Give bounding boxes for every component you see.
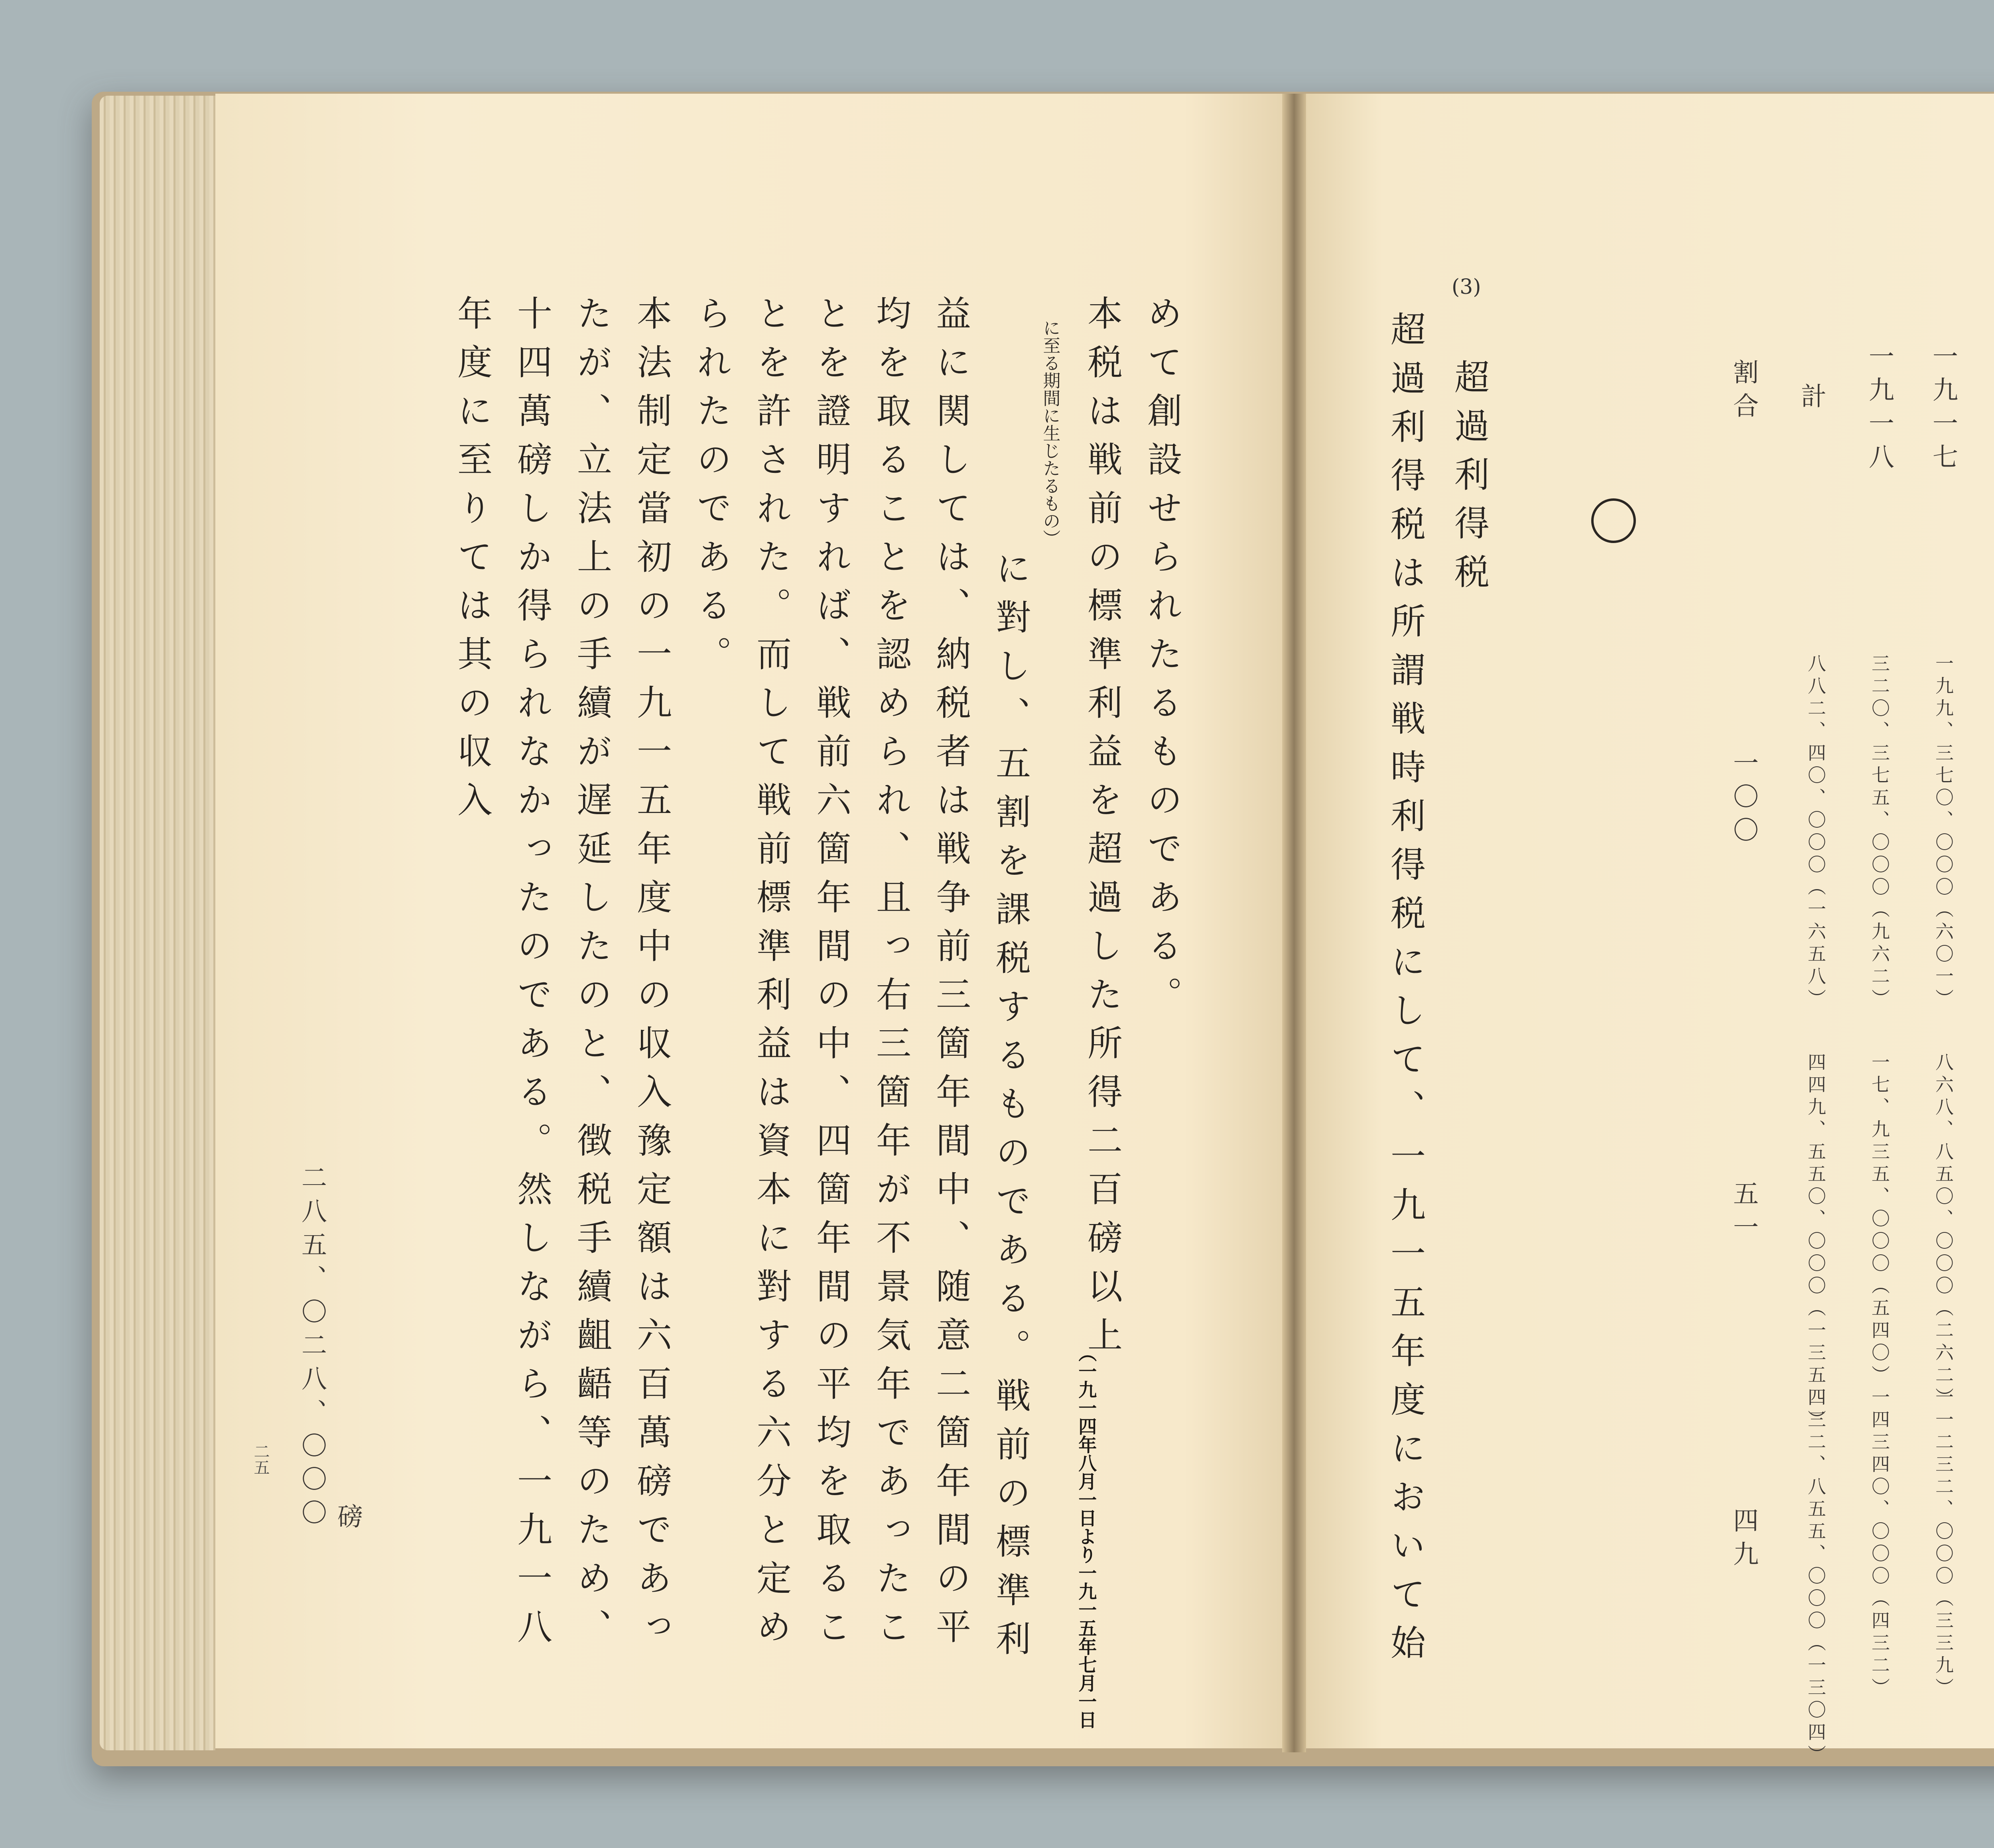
page-number-left: 二五 bbox=[251, 1443, 270, 1475]
text-line-11: 年度に至りては其の収入 bbox=[452, 295, 493, 830]
total-label: 計 bbox=[1797, 383, 1826, 416]
row-plan: 一七、九三五、〇〇〇（五四〇） bbox=[1869, 1053, 1890, 1387]
text-line-7: られたのである。 bbox=[691, 295, 732, 684]
annotation-small: に至る期間に生じたるもの） bbox=[1040, 319, 1060, 547]
text-line-1: めて創設せられたるものである。 bbox=[1142, 295, 1183, 1025]
text-line-3: 益に関しては、納税者は戦争前三箇年間中、随意二箇年間の平 bbox=[930, 295, 971, 1657]
section-number: (3) bbox=[1452, 275, 1481, 299]
ratio-label: 割合 bbox=[1729, 359, 1758, 426]
text-line-5: とを證明すれば、戦前六箇年間の中、四箇年間の平均を取るこ bbox=[811, 295, 852, 1657]
total-increase: 八八二、四〇、〇〇〇（一六五八） bbox=[1805, 654, 1827, 1011]
book-gutter bbox=[1282, 94, 1306, 1752]
row-natural: 一一二三二、〇〇〇（三三九） bbox=[1933, 1387, 1954, 1700]
row-increase: 三二〇、三七五、〇〇〇（九六二） bbox=[1869, 654, 1890, 1011]
text-line-10: 十四萬磅しか得られなかったのである。然しながら、一九一八 bbox=[512, 295, 553, 1657]
section-heading: 超過利得税 bbox=[1449, 359, 1490, 602]
circle-mark bbox=[1591, 498, 1636, 543]
row-natural: 一四三四〇、〇〇〇（四三二） bbox=[1869, 1387, 1890, 1700]
section-text-line: 超過利得税は所謂戦時利得税にして、一九一五年度において始 bbox=[1385, 311, 1426, 1673]
total-natural: 四三二、八五五、〇〇〇（一三〇四） bbox=[1805, 1387, 1827, 1767]
ratio-natural: 四九 bbox=[1729, 1507, 1758, 1574]
row-plan: 八六八、八五〇、〇〇〇（二六二） bbox=[1933, 1053, 1954, 1410]
text-line-4: 均を取ることを認められ、且っ右三箇年が不景気年であったこ bbox=[871, 295, 912, 1657]
row-increase: 一九九、三七〇、〇〇〇（六〇一） bbox=[1933, 654, 1954, 1011]
total-plan: 四四九、五五〇、〇〇〇（一三五四） bbox=[1805, 1053, 1827, 1432]
amount-unit: 磅 bbox=[333, 1503, 363, 1537]
row-year: 一九一七 bbox=[1928, 343, 1958, 477]
left-page-edges bbox=[100, 96, 215, 1750]
text-line-9: たが、立法上の手續が遅延したのと、徴税手續齟齬等のため、 bbox=[571, 295, 613, 1657]
text-line-8: 本法制定當初の一九一五年度中の収入豫定額は六百萬磅であっ bbox=[631, 295, 672, 1657]
annotation-dark: （一九一四年八月一日より一九一五年七月一日 bbox=[1076, 1344, 1097, 1729]
text-line-2-tail: に對し、五割を課税するものである。戦前の標準利 bbox=[990, 550, 1031, 1669]
text-line-6: とを許された。而して戦前標準利益は資本に對する六分と定め bbox=[751, 295, 792, 1657]
ratio-increase: 一〇〇 bbox=[1729, 750, 1758, 850]
row-year: 一九一八 bbox=[1864, 343, 1894, 477]
amount: 二八五、〇二八、〇〇〇 bbox=[297, 1164, 327, 1533]
text-line-2: 本税は戦前の標準利益を超過した所得二百磅以上 bbox=[1082, 295, 1123, 1365]
ratio-plan: 五一 bbox=[1729, 1180, 1758, 1247]
